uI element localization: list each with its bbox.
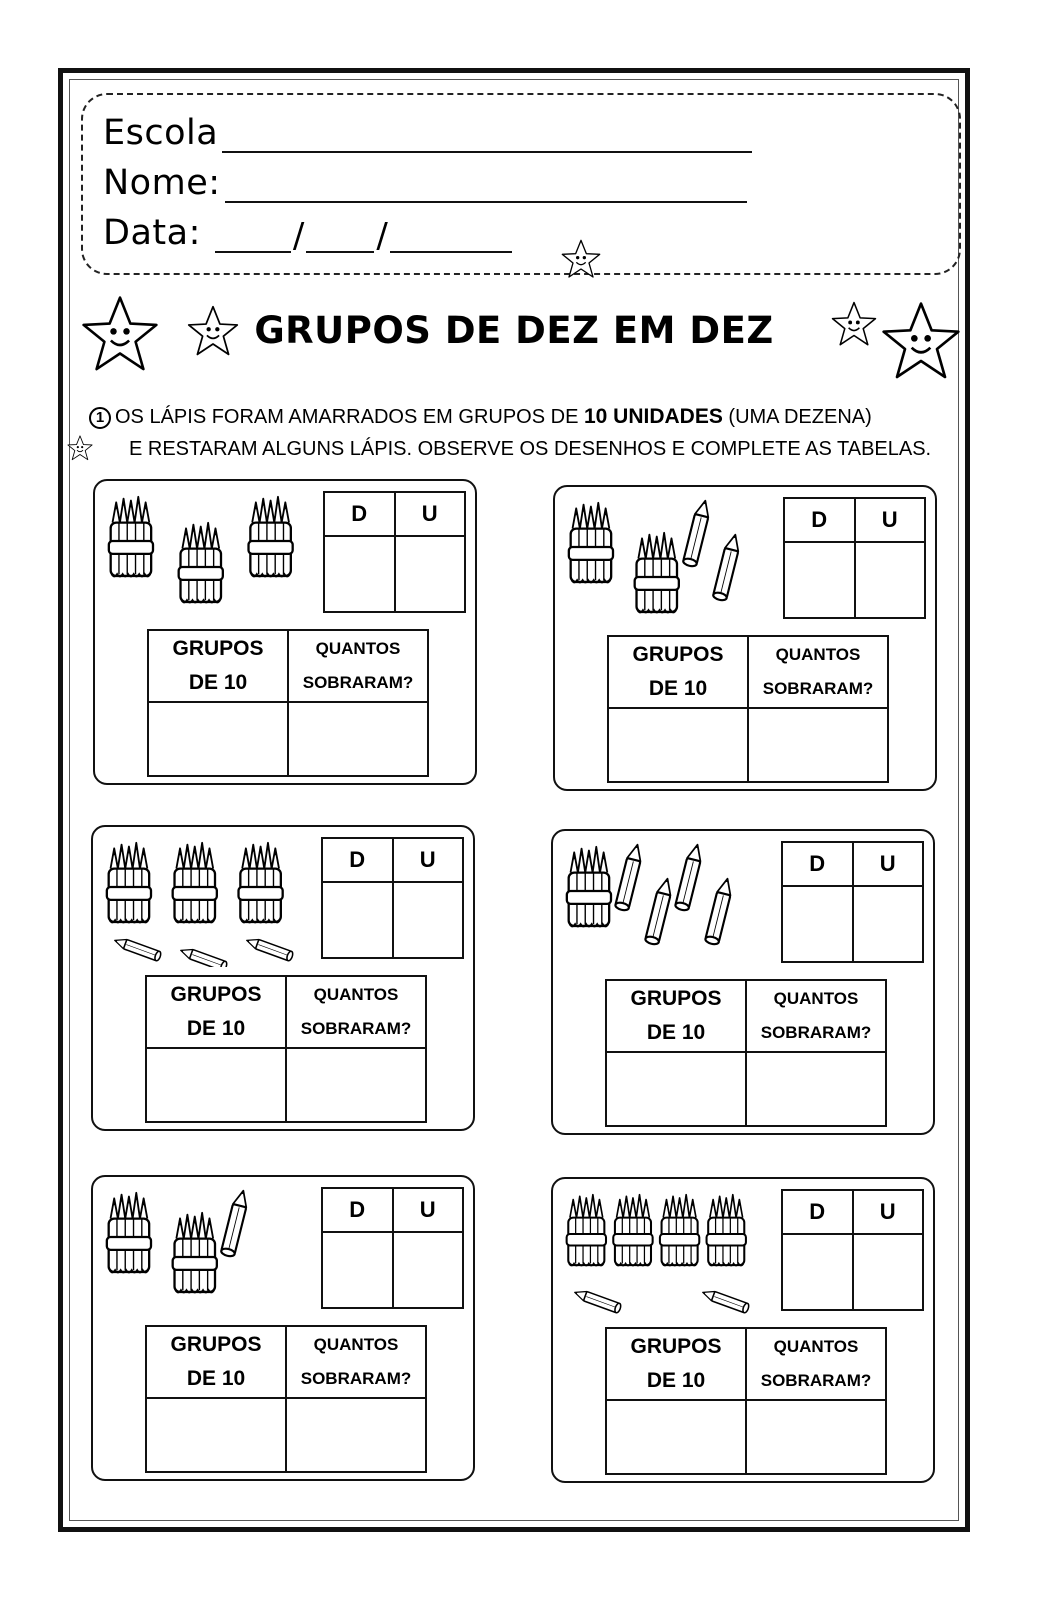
groups-header — [148, 630, 288, 702]
pencil-icon — [675, 843, 705, 911]
groups-header-line: DE 10 — [188, 671, 248, 694]
pencil-bundle-icon — [567, 1195, 606, 1266]
groups-header — [146, 976, 286, 1048]
pencil-icon — [682, 499, 712, 567]
units-answer-cell[interactable] — [855, 542, 926, 618]
tens-header: D — [784, 498, 855, 542]
leftover-answer-cell[interactable] — [286, 1048, 426, 1122]
date-month[interactable] — [306, 223, 374, 253]
tens-header: D — [782, 842, 853, 886]
pencil-bundle-icon — [707, 1195, 746, 1266]
groups-table — [145, 1325, 427, 1473]
exercise-box — [93, 479, 477, 785]
date-field[interactable] — [215, 216, 512, 256]
tens-units-table — [783, 497, 926, 619]
groups-header-line: DE 10 — [646, 1021, 706, 1044]
leftover-header-line: QUANTOS — [775, 645, 861, 664]
tens-header: D — [322, 1188, 393, 1232]
instruction-line-1 — [89, 401, 959, 433]
tens-units-table — [321, 837, 464, 959]
pencil-icon — [615, 843, 645, 911]
units-header: U — [853, 842, 924, 886]
leftover-header-line: SOBRARAM? — [762, 679, 874, 698]
groups-header-line: GRUPOS — [172, 637, 264, 660]
groups-answer-cell[interactable] — [148, 702, 288, 776]
pencil-bundle-icon — [173, 843, 217, 923]
leftover-header-line: QUANTOS — [313, 985, 399, 1004]
groups-table — [605, 979, 887, 1127]
groups-table — [147, 629, 429, 777]
pencil-icon — [245, 936, 294, 962]
name-label: Nome: — [103, 163, 221, 203]
tens-units-table — [323, 491, 466, 613]
groups-header-line: GRUPOS — [630, 1335, 722, 1358]
pencil-bundle-icon — [239, 843, 283, 923]
units-header: U — [393, 838, 464, 882]
groups-answer-cell[interactable] — [606, 1400, 746, 1474]
tens-units-table — [321, 1187, 464, 1309]
date-sep: / — [376, 216, 388, 256]
pencil-bundle-icon — [660, 1195, 699, 1266]
date-day[interactable] — [215, 223, 291, 253]
leftover-header — [288, 630, 428, 702]
instruction-text: OS LÁPIS FORAM AMARRADOS EM GRUPOS DE — [115, 406, 579, 428]
tens-header: D — [324, 492, 395, 536]
pencil-bundle-icon — [635, 533, 679, 613]
pencil-bundle-icon — [569, 503, 613, 583]
instruction — [89, 401, 959, 465]
school-row — [103, 113, 752, 153]
leftover-answer-cell[interactable] — [746, 1400, 886, 1474]
instruction-line-2: E RESTARAM ALGUNS LÁPIS. OBSERVE OS DESENHOS E COMPLETE AS TABELAS. — [129, 438, 932, 460]
groups-table — [145, 975, 427, 1123]
pencil-bundle-icon — [567, 847, 611, 927]
groups-answer-cell[interactable] — [608, 708, 748, 782]
units-header: U — [855, 498, 926, 542]
pencil-illustration — [105, 491, 321, 621]
pencil-illustration — [563, 841, 779, 971]
leftover-header-line: QUANTOS — [773, 989, 859, 1008]
groups-header-line: DE 10 — [646, 1369, 706, 1392]
groups-header-line: DE 10 — [186, 1017, 246, 1040]
pencil-icon — [179, 946, 228, 967]
name-field[interactable] — [225, 171, 747, 203]
pencil-icon — [712, 533, 742, 601]
leftover-header-line: SOBRARAM? — [300, 1019, 412, 1038]
exercise-box — [553, 485, 937, 791]
tens-header: D — [782, 1190, 853, 1234]
leftover-header-line: QUANTOS — [315, 639, 401, 658]
tens-units-table — [781, 841, 924, 963]
leftover-header-line: QUANTOS — [773, 1337, 859, 1356]
leftover-answer-cell[interactable] — [286, 1398, 426, 1472]
smiling-star-icon — [831, 301, 877, 347]
leftover-header — [746, 1328, 886, 1400]
tens-answer-cell[interactable] — [784, 542, 855, 618]
groups-header-line: DE 10 — [186, 1367, 246, 1390]
tens-answer-cell[interactable] — [782, 886, 853, 962]
groups-header-line: GRUPOS — [632, 643, 724, 666]
school-label: Escola — [103, 113, 219, 153]
instruction-bold: 10 UNIDADES — [583, 405, 723, 428]
groups-header-line: GRUPOS — [170, 983, 262, 1006]
pencil-illustration — [565, 497, 781, 627]
pencil-icon — [705, 877, 735, 945]
groups-table — [605, 1327, 887, 1475]
groups-header — [608, 636, 748, 708]
leftover-answer-cell[interactable] — [288, 702, 428, 776]
units-answer-cell[interactable] — [395, 536, 466, 612]
groups-header — [606, 1328, 746, 1400]
tens-answer-cell[interactable] — [322, 1232, 393, 1308]
date-row — [103, 213, 512, 256]
units-header: U — [853, 1190, 924, 1234]
pencil-illustration — [563, 1189, 779, 1319]
pencil-bundle-icon — [249, 497, 293, 577]
exercise-box — [551, 1177, 935, 1483]
leftover-header-line: QUANTOS — [313, 1335, 399, 1354]
tens-answer-cell[interactable] — [782, 1234, 853, 1310]
tens-answer-cell[interactable] — [322, 882, 393, 958]
units-answer-cell[interactable] — [853, 1234, 924, 1310]
leftover-header — [746, 980, 886, 1052]
school-field[interactable] — [222, 121, 752, 153]
leftover-header — [286, 976, 426, 1048]
date-label: Data: — [103, 213, 201, 253]
groups-answer-cell[interactable] — [146, 1048, 286, 1122]
header-box — [81, 93, 961, 275]
units-header: U — [395, 492, 466, 536]
units-header: U — [393, 1188, 464, 1232]
groups-header-line: DE 10 — [648, 677, 708, 700]
smiling-star-icon — [67, 435, 93, 461]
pencil-icon — [220, 1189, 250, 1257]
leftover-header — [286, 1326, 426, 1398]
pencil-bundle-icon — [613, 1195, 652, 1266]
units-answer-cell[interactable] — [393, 882, 464, 958]
leftover-answer-cell[interactable] — [746, 1052, 886, 1126]
tens-answer-cell[interactable] — [324, 536, 395, 612]
leftover-answer-cell[interactable] — [748, 708, 888, 782]
pencil-bundle-icon — [107, 843, 151, 923]
groups-header-line: GRUPOS — [170, 1333, 262, 1356]
pencil-icon — [113, 936, 162, 962]
smiling-star-icon — [561, 239, 601, 279]
date-year[interactable] — [390, 223, 512, 253]
pencil-illustration — [103, 837, 319, 967]
smiling-star-icon — [881, 301, 961, 381]
tens-header: D — [322, 838, 393, 882]
leftover-header-line: SOBRARAM? — [300, 1369, 412, 1388]
page-title: GRUPOS DE DEZ EM DEZ — [254, 309, 774, 352]
groups-table — [607, 635, 889, 783]
groups-header — [146, 1326, 286, 1398]
exercise-box — [91, 1175, 475, 1481]
pencil-bundle-icon — [109, 497, 153, 577]
groups-answer-cell[interactable] — [146, 1398, 286, 1472]
tens-units-table — [781, 1189, 924, 1311]
groups-answer-cell[interactable] — [606, 1052, 746, 1126]
name-row — [103, 163, 747, 203]
instruction-number: 1 — [89, 407, 111, 429]
leftover-header-line: SOBRARAM? — [760, 1371, 872, 1390]
pencil-icon — [573, 1288, 622, 1314]
pencil-icon — [645, 877, 675, 945]
units-answer-cell[interactable] — [393, 1232, 464, 1308]
date-sep: / — [292, 216, 305, 256]
leftover-header — [748, 636, 888, 708]
pencil-bundle-icon — [179, 523, 223, 603]
leftover-header-line: SOBRARAM? — [302, 673, 414, 692]
exercise-box — [551, 829, 935, 1135]
pencil-bundle-icon — [107, 1193, 151, 1273]
pencil-icon — [701, 1288, 750, 1314]
leftover-header-line: SOBRARAM? — [760, 1023, 872, 1042]
pencil-bundle-icon — [173, 1213, 217, 1293]
units-answer-cell[interactable] — [853, 886, 924, 962]
worksheet — [58, 68, 970, 1532]
pencil-illustration — [103, 1187, 319, 1317]
groups-header-line: GRUPOS — [630, 987, 722, 1010]
groups-header — [606, 980, 746, 1052]
instruction-text: (UMA DEZENA) — [728, 406, 872, 428]
exercise-box — [91, 825, 475, 1131]
